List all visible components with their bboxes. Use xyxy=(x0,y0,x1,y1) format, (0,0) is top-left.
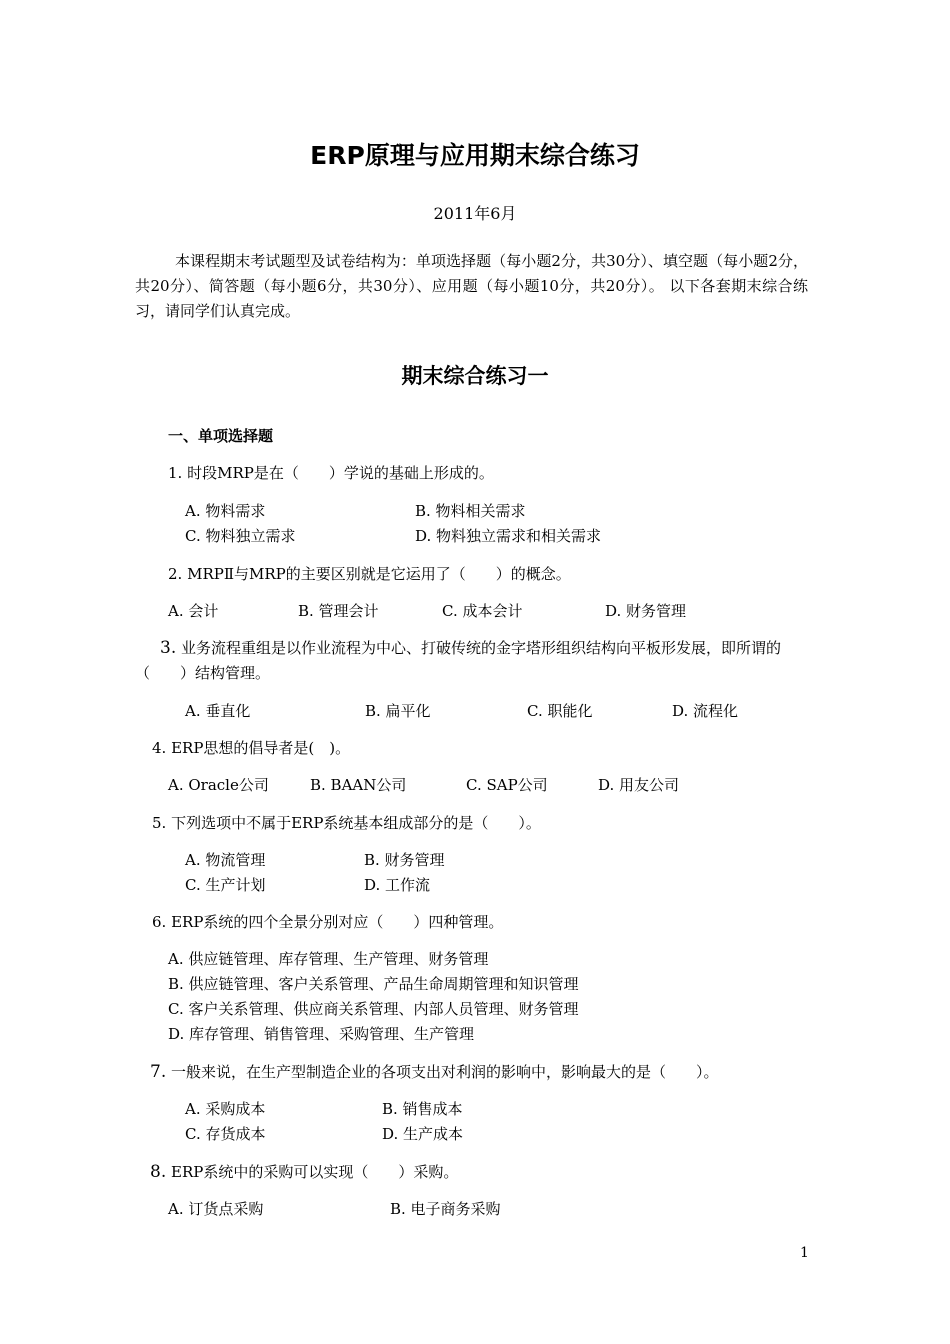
question-5-option-a: A. 物流管理 xyxy=(185,851,266,869)
question-4-option-c: C. SAP公司 xyxy=(466,776,548,794)
question-7-option-d: D. 生产成本 xyxy=(382,1125,464,1143)
document-date: 2011年6月 xyxy=(433,204,517,223)
question-2-option-b: B. 管理会计 xyxy=(298,602,379,620)
question-4-option-a: A. Oracle公司 xyxy=(168,776,269,794)
part-heading: 一、单项选择题 xyxy=(168,427,274,445)
question-4-option-d: D. 用友公司 xyxy=(598,776,680,794)
question-2-option-d: D. 财务管理 xyxy=(605,602,687,620)
question-8-number: 8. xyxy=(150,1162,167,1182)
question-8-option-b: B. 电子商务采购 xyxy=(390,1200,501,1218)
question-1-option-a: A. 物料需求 xyxy=(185,502,266,520)
question-8-stem xyxy=(150,1161,458,1182)
question-6-option-c: C. 客户关系管理、供应商关系管理、内部人员管理、财务管理 xyxy=(168,1000,579,1018)
document-title: ERP原理与应用期末综合练习 xyxy=(310,141,640,170)
question-5-option-c: C. 生产计划 xyxy=(185,876,266,894)
question-2-stem: 2. MRPⅡ与MRP的主要区别就是它运用了（ ）的概念。 xyxy=(168,565,571,583)
question-7-option-a: A. 采购成本 xyxy=(185,1100,266,1118)
question-5-option-d: D. 工作流 xyxy=(364,876,431,894)
question-3-text: 业务流程重组是以作业流程为中心、打破传统的金字塔形组织结构向平板形发展，即所谓的（ ）结构管理。 xyxy=(135,639,782,682)
question-7-number: 7. xyxy=(150,1062,167,1082)
page-number: 1 xyxy=(800,1245,809,1261)
question-4-stem: 4. ERP思想的倡导者是( )。 xyxy=(152,739,351,757)
question-3-option-c: C. 职能化 xyxy=(527,702,593,720)
question-7-option-b: B. 销售成本 xyxy=(382,1100,463,1118)
intro-paragraph: 本课程期末考试题型及试卷结构为：单项选择题（每小题2分，共30分）、填空题（每小题2分，共20分）、简答题（每小题6分，共30分）、应用题（每小题10分，共20分）。 以下各套期末综合练习，请同学们认真完成。 xyxy=(135,252,808,320)
question-1-stem: 1. 时段MRP是在（ ）学说的基础上形成的。 xyxy=(168,464,494,482)
question-2-option-c: C. 成本会计 xyxy=(442,602,523,620)
question-1-option-b: B. 物料相关需求 xyxy=(415,502,526,520)
question-3-option-d: D. 流程化 xyxy=(672,702,739,720)
question-7-option-c: C. 存货成本 xyxy=(185,1125,266,1143)
question-8-option-a: A. 订货点采购 xyxy=(168,1200,264,1218)
question-6-option-a: A. 供应链管理、库存管理、生产管理、财务管理 xyxy=(168,950,489,968)
question-7-text: 一般来说，在生产型制造企业的各项支出对利润的影响中，影响最大的是（ ）。 xyxy=(171,1063,719,1081)
question-5-stem: 5. 下列选项中不属于ERP系统基本组成部分的是（ ）。 xyxy=(152,814,541,832)
section-title: 期末综合练习一 xyxy=(401,363,549,388)
question-4-option-b: B. BAAN公司 xyxy=(310,776,407,794)
question-7-stem xyxy=(150,1061,719,1082)
question-1-option-c: C. 物料独立需求 xyxy=(185,527,296,545)
question-6-option-b: B. 供应链管理、客户关系管理、产品生命周期管理和知识管理 xyxy=(168,975,579,993)
question-8-text: ERP系统中的采购可以实现（ ）采购。 xyxy=(166,1163,459,1181)
question-3-stem xyxy=(135,636,808,686)
question-6-option-d: D. 库存管理、销售管理、采购管理、生产管理 xyxy=(168,1025,475,1043)
question-1-option-d: D. 物料独立需求和相关需求 xyxy=(415,527,602,545)
question-3-option-b: B. 扁平化 xyxy=(365,702,431,720)
question-3-option-a: A. 垂直化 xyxy=(185,702,251,720)
question-2-option-a: A. 会计 xyxy=(168,602,219,620)
question-5-option-b: B. 财务管理 xyxy=(364,851,445,869)
question-3-number: 3. xyxy=(160,638,177,658)
question-6-stem: 6. ERP系统的四个全景分别对应（ ）四种管理。 xyxy=(152,913,504,931)
